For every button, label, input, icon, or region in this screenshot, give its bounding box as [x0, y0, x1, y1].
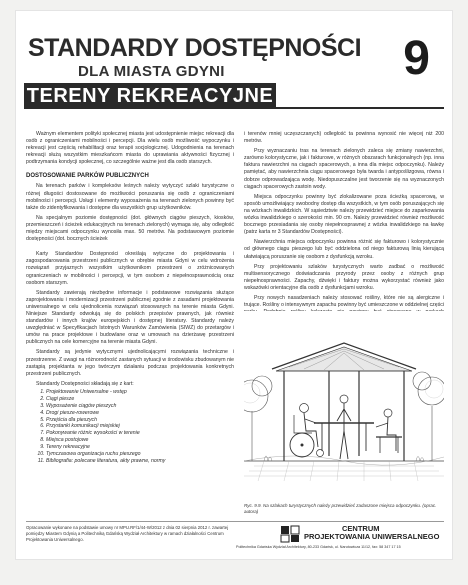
paragraph: Standardy są jedynie wytycznymi ujednolicającymi rozwiązania techniczne i przestrzenne. Z uwagi na różnorodność zastanych sytuacji w środowisku zbudowanym nie zastąpią projektanta w jego twórczym działaniu podczas projektowania konkretnych przestrzeni publicznych. — [26, 349, 234, 377]
list-item: 2. Ciągi piesze — [46, 396, 234, 403]
paragraph: Przy projektowaniu szlaków turystycznych warto zadbać o możliwość multisensorycznego doświadczania przyrody przez osoby z różnych grup niepełnosprawności. Zapachy, dźwięki i faktury można wykorzystać również jako wskazówki orientacyjne dla osób z dysfunkcjami wzroku. — [244, 263, 444, 291]
centrum-logo-icon — [280, 525, 300, 543]
paragraph: Standardy zawierają niezbędne informacje i podstawowe rozwiązania służące zaprojektowaniu i modernizacji przestrzeni publicznej zgodnie z zasadami projektowania uniwersalnego w celu ujednolicenia rozwiązań stosowanych na terenie miasta Gdyni. Niniejsze Standardy odwołują się do polskich przepisów prawnych, jak również standardów i innych krajów europejskich i dostępnej literatury. Standardy należy uwzględniać w Specyfikacjach Istotnych Warunków Zamówienia (SIWZ) do przetargów i umów na prace projektowe i budowlane oraz w umowach na dzierżawę przestrzeni publicznych na cele komercyjne na terenie miasta Gdyni. — [26, 289, 234, 346]
cards-list — [26, 389, 234, 465]
paragraph: Przy nowych nasadzeniach należy stosować rośliny, które nie są alergiczne i trujące. Rośliny o intensywnym zapachu powinny być umieszczone w oddzielnej części — [244, 294, 444, 309]
list-item: 5. Przejścia dla pieszych — [46, 417, 234, 424]
section-heading: DOSTOSOWANIE PARKÓW PUBLICZNYCH — [26, 173, 149, 180]
list-item: 7. Pokonywanie różnic wysokości w terenie — [46, 430, 234, 437]
list-item: 11. Bibliografia: polecane literatura, akty prawne, normy — [46, 458, 234, 465]
page-title: STANDARDY DOSTĘPNOŚCI — [28, 34, 362, 62]
logo-line-1: CENTRUM — [342, 524, 380, 533]
list-intro: Standardy Dostępności składają się z kart: — [36, 380, 134, 387]
paragraph: Na specjalnym poziomie dostępności (dot. głównych ciągów pieszych, kiosków, przemieszczeń i ścieżek edukacyjnych na terenach zielonych) wymaga się, aby odległość między miejscami odpoczynku wynosiła max. 50 metrów. Na podstawowym poziomie dostępności (dot. bocznych ścieżek — [26, 214, 234, 243]
footer-divider — [26, 521, 444, 522]
paragraph: Przy wyznaczaniu tras na terenach zielonych zaleca się zmiany nawierzchni, zarówno kolorystyczne, jak i fakturowe, w różnych obszarach funkcjonalnych (np. inna faktura nawierzchni na ciągach spacerowych, a inna dla miejsc odpoczynku). Należy pamiętać, aby nawierzchnia ciągu spacerowego była twarda i antypoślizgowa, równa i dobrze odprowadzająca wodę. Niedopuszczalne jest tworzenie się na wyznaczonych ciągach spacerowych zastoin wody. — [244, 148, 444, 190]
left-column — [26, 131, 234, 465]
paragraph: Karty Standardów Dostępności określają wytyczne do projektowania i zagospodarowania przestrzeni publicznych w obrębie miasta Gdyni w celu wdrożenia rozwiązań przyjaznych wszystkim użytkownikom przestrzeni o zróżnicowanych ograniczeniach w mobilności i percepcji, w tym osobom z niepełnosprawnością oraz osobom starszym. — [26, 251, 234, 286]
list-item: 3. Wyposażenie ciągów pieszych — [46, 403, 234, 410]
list-item: 10. Tymczasowa organizacja ruchu pieszego — [46, 451, 234, 458]
organization-name — [304, 525, 439, 541]
footer-note: Opracowanie wykonane na podstawie umowy nr MPU.RF/1/44-W/2012 z dnia 02 sierpnia 2012 r. zawartej pomiędzy Miastem Gdynią a Politechniką Gdańską Wydział Architektury w ramach działalności Centrum Projektowania Uniwersalnego. — [26, 525, 229, 542]
banner-divider — [276, 107, 444, 109]
rest-area-illustration — [244, 311, 444, 491]
logo-line-2: PROJEKTOWANIA UNIWERSALNEGO — [304, 532, 440, 541]
paragraph: Miejsca odpoczynku powinny być zlokalizowane poza ścieżką spacerową, w sposób umożliwiający swobodny dostęp dla wszystkich, w tym osób poruszających się na wózkach inwalidzkich. W sąsiedztwie należy przewidzieć miejsce do zaparkowania wózka inwalidzkiego o szerokości min. 90 cm. Należy przewidzieć również możliwość bocznego przesiadania się osoby niepełnosprawnej z wózka inwalidzkiego na ławkę (patrz karta nr 3 Standardów Dostępności). — [244, 193, 444, 236]
list-item: 6. Przystanki komunikacji miejskiej — [46, 423, 234, 430]
intro-paragraph: Ważnym elementem polityki społecznej miasta jest udostępnienie miejsc rekreacji dla osób z ograniczeniami mobilności i percepcji. Dla wielu osób możliwość wypoczynku i rekreacji jest częścią rehabilitacji oraz terapii socjologicznej. Udogodnienia na terenach rekreacji służą wszystkim mieszkańcom miasta do uprawiania aktywności fizycznej i podtrzymania kondycji społecznej, co szczególnie ważne jest dla osób starszych. — [26, 131, 234, 166]
list-item: 8. Miejsca postojowe — [46, 437, 234, 444]
figure-caption: Ryc. 9.9. Na szlakach turystycznych należy przewidzieć zadaszone miejsca odpoczynku. (oprac. autora) — [244, 503, 437, 514]
paragraph: Na terenach parków i kompleksów leśnych należy wytyczyć szlaki turystyczne o różnej długości dostosowane do możliwości poruszania się osób z ograniczeniami mobilności i percepcji. Usługi i elementy wyposażenia na terenach zielonych powinny być także do zidentyfikowania i dostępne dla wszystkich grup użytkowników. — [26, 183, 234, 211]
right-column — [244, 131, 444, 326]
list-item: 1. Projektowanie Uniwersalne - wstęp — [46, 389, 234, 396]
list-item: 4. Drogi piesze-rowerowe — [46, 410, 234, 417]
organization-address: Politechnika Gdańska Wydział Architektury, 80-233 Gdańsk, ul. Narutowicza 11/12, fax: 58 347 17 15 — [236, 545, 401, 549]
card-number: 9 — [403, 32, 430, 85]
list-item: 9. Tereny rekreacyjne — [46, 444, 234, 451]
paragraph: i terenów mniej uczęszczanych) odległość ta powinna wynosić nie więcej niż 200 metrów. — [244, 131, 444, 145]
section-banner: TERENY REKREACYJNE — [24, 83, 276, 109]
page-subtitle: DLA MIASTA GDYNI — [78, 63, 225, 80]
paragraph: Nawierzchnia miejsca odpoczynku powinna różnić się fakturowo i kolorystycznie od głównego ciągu pieszego lub być oddzielona od niego fakturową linią kierującą ułatwiającą poruszanie się osobom z dysfunkcją wzroku. — [244, 239, 444, 260]
document-page — [16, 11, 452, 559]
